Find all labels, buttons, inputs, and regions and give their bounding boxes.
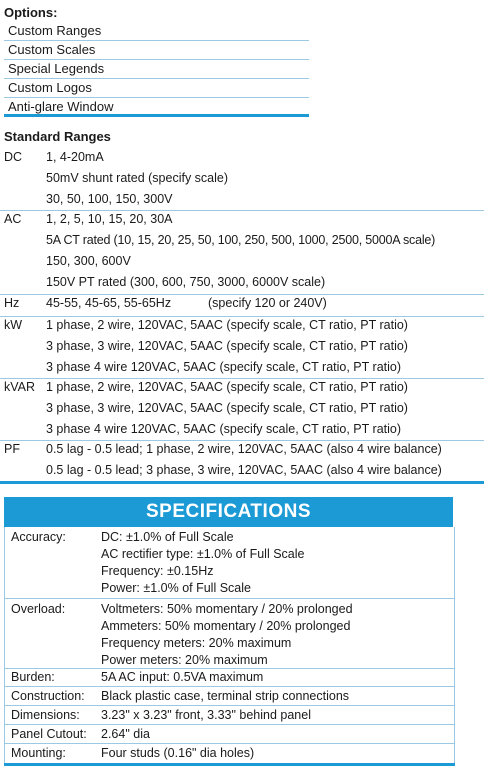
spec-value: Power: ±1.0% of Full Scale bbox=[101, 581, 251, 595]
ranges-title: Standard Ranges bbox=[4, 129, 111, 144]
option-item: Custom Ranges bbox=[4, 22, 309, 41]
spec-value: 5A AC input: 0.5VA maximum bbox=[101, 670, 264, 684]
range-label: AC bbox=[4, 212, 22, 226]
range-note: (specify 120 or 240V) bbox=[208, 296, 327, 310]
spec-row-burden bbox=[5, 669, 454, 687]
range-label: PF bbox=[4, 442, 20, 456]
range-line: 30, 50, 100, 150, 300V bbox=[46, 192, 173, 206]
range-group-hz bbox=[0, 294, 484, 317]
spec-row-mounting bbox=[5, 744, 454, 763]
spec-value: Frequency: ±0.15Hz bbox=[101, 564, 214, 578]
range-group-kvar bbox=[0, 378, 484, 441]
option-item: Custom Scales bbox=[4, 41, 309, 60]
range-group-pf bbox=[0, 440, 484, 481]
range-line: 50mV shunt rated (specify scale) bbox=[46, 171, 229, 185]
spec-value: 3.23" x 3.23" front, 3.33" behind panel bbox=[101, 708, 311, 722]
range-line: 1, 2, 5, 10, 15, 20, 30A bbox=[46, 212, 173, 226]
specifications-header: SPECIFICATIONS bbox=[4, 497, 453, 527]
range-line: 150, 300, 600V bbox=[46, 254, 131, 268]
range-line: 3 phase 4 wire 120VAC, 5AAC (specify scale, CT ratio, PT ratio) bbox=[46, 422, 402, 436]
spec-label: Overload: bbox=[11, 602, 66, 616]
range-group-dc bbox=[0, 148, 484, 211]
spec-label: Construction: bbox=[11, 689, 85, 703]
options-divider bbox=[4, 114, 309, 117]
range-line: 3 phase 4 wire 120VAC, 5AAC (specify scale, CT ratio, PT ratio) bbox=[46, 360, 402, 374]
spec-value: AC rectifier type: ±1.0% of Full Scale bbox=[101, 547, 305, 561]
range-group-kw bbox=[0, 316, 484, 379]
options-title: Options: bbox=[4, 5, 58, 20]
spec-label: Accuracy: bbox=[11, 530, 66, 544]
spec-label: Burden: bbox=[11, 670, 55, 684]
range-line: 3 phase, 3 wire, 120VAC, 5AAC (specify scale, CT ratio, PT ratio) bbox=[46, 401, 408, 415]
range-line: 5A CT rated (10, 15, 20, 25, 50, 100, 250, 500, 1000, 2500, 5000A scale) bbox=[46, 233, 436, 247]
option-item: Special Legends bbox=[4, 60, 309, 79]
range-label: kVAR bbox=[4, 380, 36, 394]
spec-row-overload bbox=[5, 599, 454, 669]
range-group-ac bbox=[0, 210, 484, 295]
range-line: 45-55, 45-65, 55-65Hz bbox=[46, 296, 172, 310]
range-line: 1 phase, 2 wire, 120VAC, 5AAC (specify scale, CT ratio, PT ratio) bbox=[46, 380, 408, 394]
range-line: 3 phase, 3 wire, 120VAC, 5AAC (specify scale, CT ratio, PT ratio) bbox=[46, 339, 408, 353]
spec-value: Voltmeters: 50% momentary / 20% prolonged bbox=[101, 602, 353, 616]
option-item: Custom Logos bbox=[4, 79, 309, 98]
range-line: 150V PT rated (300, 600, 750, 3000, 6000V scale) bbox=[46, 275, 326, 289]
option-item: Anti-glare Window bbox=[8, 99, 114, 114]
spec-label: Mounting: bbox=[11, 746, 66, 760]
spec-value: Four studs (0.16" dia holes) bbox=[101, 746, 255, 760]
range-line: 0.5 lag - 0.5 lead; 1 phase, 2 wire, 120VAC, 5AAC (also 4 wire balance) bbox=[46, 442, 442, 456]
spec-value: 2.64" dia bbox=[101, 727, 150, 741]
ranges-divider bbox=[0, 481, 484, 484]
spec-row-accuracy bbox=[5, 527, 454, 599]
range-label: kW bbox=[4, 318, 23, 332]
range-line: 1 phase, 2 wire, 120VAC, 5AAC (specify scale, CT ratio, PT ratio) bbox=[46, 318, 408, 332]
specifications-bottom-rule bbox=[4, 763, 455, 766]
range-label: DC bbox=[4, 150, 23, 164]
specifications-table bbox=[4, 527, 455, 763]
spec-value: Power meters: 20% maximum bbox=[101, 653, 268, 667]
range-label: Hz bbox=[4, 296, 20, 310]
spec-row-construction bbox=[5, 687, 454, 706]
spec-label: Dimensions: bbox=[11, 708, 80, 722]
spec-value: Frequency meters: 20% maximum bbox=[101, 636, 292, 650]
spec-value: Ammeters: 50% momentary / 20% prolonged bbox=[101, 619, 351, 633]
spec-label: Panel Cutout: bbox=[11, 727, 87, 741]
spec-row-panel-cutout bbox=[5, 725, 454, 744]
range-line: 1, 4-20mA bbox=[46, 150, 104, 164]
spec-value: DC: ±1.0% of Full Scale bbox=[101, 530, 234, 544]
spec-row-dimensions bbox=[5, 706, 454, 725]
spec-value: Black plastic case, terminal strip connections bbox=[101, 689, 350, 703]
range-line: 0.5 lag - 0.5 lead; 3 phase, 3 wire, 120VAC, 5AAC (also 4 wire balance) bbox=[46, 463, 442, 477]
